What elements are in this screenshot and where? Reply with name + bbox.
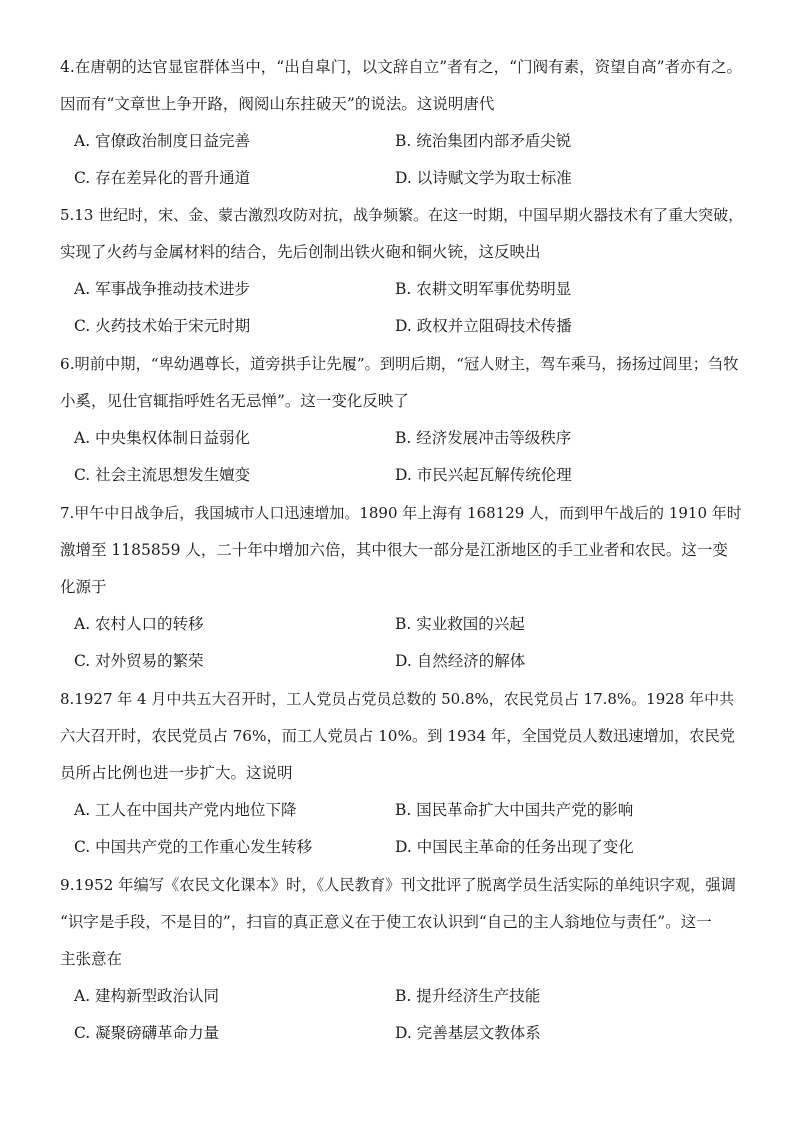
question-5 — [60, 206, 744, 354]
option-b[interactable]: B. 农耕文明军事优势明显 — [395, 280, 572, 298]
option-row — [60, 132, 744, 151]
question-stem-line: 5.13 世纪时，宋、金、蒙古激烈攻防对抗，战争频繁。在这一时期，中国早期火器技术有了重大突破， — [60, 206, 744, 224]
question-stem-line: 激增至 1185859 人，二十年中增加六倍，其中很大一部分是江浙地区的手工业者和农民。这一变 — [60, 541, 728, 559]
option-d[interactable]: D. 自然经济的解体 — [395, 652, 526, 670]
option-row — [60, 169, 744, 188]
option-b[interactable]: B. 统治集团内部矛盾尖锐 — [395, 132, 572, 150]
option-a[interactable]: A. 官僚政治制度日益完善 — [74, 132, 251, 150]
option-d[interactable]: D. 完善基层文教体系 — [395, 1024, 541, 1042]
option-c[interactable]: C. 凝聚磅礴革命力量 — [74, 1024, 220, 1042]
question-9 — [60, 876, 744, 1061]
question-stem-line: 9.1952 年编写《农民文化课本》时，《人民教育》刊文批评了脱离学员生活实际的单纯识字观，强调 — [60, 876, 736, 894]
option-b[interactable]: B. 经济发展冲击等级秩序 — [395, 429, 572, 447]
question-7 — [60, 504, 744, 689]
option-d[interactable]: D. 以诗赋文学为取士标准 — [395, 169, 572, 187]
question-stem-line: 小奚，见仕官辄指呼姓名无忌惮”。这一变化反映了 — [60, 392, 409, 410]
question-stem-line: 7.甲午中日战争后，我国城市人口迅速增加。1890 年上海有 168129 人，而到甲午战后的 1910 年时 — [60, 504, 742, 522]
option-row — [60, 1024, 744, 1043]
option-row — [60, 838, 744, 857]
option-a[interactable]: A. 建构新型政治认同 — [74, 987, 220, 1005]
option-c[interactable]: C. 火药技术始于宋元时期 — [74, 317, 251, 335]
option-d[interactable]: D. 中国民主革命的任务出现了变化 — [395, 838, 634, 856]
question-stem-line: 4.在唐朝的达官显宦群体当中，“出自皐门，以文辞自立”者有之，“门阀有素，资望自高”者亦有之。 — [60, 58, 742, 76]
option-d[interactable]: D. 政权并立阻碍技术传播 — [395, 317, 572, 335]
question-stem-line: 员所占比例也进一步扩大。这说明 — [60, 764, 293, 782]
option-row — [60, 429, 744, 448]
option-row — [60, 987, 744, 1006]
option-c[interactable]: C. 社会主流思想发生嬗变 — [74, 466, 251, 484]
option-row — [60, 466, 744, 485]
option-b[interactable]: B. 实业救国的兴起 — [395, 615, 525, 633]
question-stem-line: 六大召开时，农民党员占 76%，而工人党员占 10%。到 1934 年，全国党员人数迅速增加，农民党 — [60, 727, 735, 745]
option-row — [60, 801, 744, 820]
option-d[interactable]: D. 市民兴起瓦解传统伦理 — [395, 466, 572, 484]
option-row — [60, 615, 744, 634]
option-row — [60, 280, 744, 299]
option-c[interactable]: C. 对外贸易的繁荣 — [74, 652, 204, 670]
option-a[interactable]: A. 中央集权体制日益弱化 — [74, 429, 251, 447]
question-stem-line: 因而有“文章世上争开路，阀阅山东拄破天”的说法。这说明唐代 — [60, 95, 495, 113]
question-6 — [60, 355, 744, 503]
question-4 — [60, 58, 744, 206]
question-stem-line: 6.明前中期，“卑幼遇尊长，道旁拱手让先履”。到明后期，“冠人财主，驾车乘马，扬扬过闾里；刍牧 — [60, 355, 739, 373]
question-8 — [60, 690, 744, 875]
option-row — [60, 317, 744, 336]
question-stem-line: “识字是手段，不是目的”，扫盲的真正意义在于使工农认识到“自己的主人翁地位与责任”。这一 — [60, 913, 712, 931]
option-c[interactable]: C. 存在差异化的晋升通道 — [74, 169, 251, 187]
option-b[interactable]: B. 国民革命扩大中国共产党的影响 — [395, 801, 634, 819]
question-stem-line: 实现了火药与金属材料的结合，先后创制出铁火砲和铜火铳，这反映出 — [60, 243, 541, 261]
option-b[interactable]: B. 提升经济生产技能 — [395, 987, 541, 1005]
option-a[interactable]: A. 军事战争推动技术进步 — [74, 280, 251, 298]
option-row — [60, 652, 744, 671]
question-stem-line: 8.1927 年 4 月中共五大召开时，工人党员占党员总数的 50.8%，农民党员占 17.8%。1928 年中共 — [60, 690, 735, 708]
option-a[interactable]: A. 工人在中国共产党内地位下降 — [74, 801, 297, 819]
question-stem-line: 主张意在 — [60, 950, 123, 968]
option-a[interactable]: A. 农村人口的转移 — [74, 615, 204, 633]
question-stem-line: 化源于 — [60, 578, 107, 596]
option-c[interactable]: C. 中国共产党的工作重心发生转移 — [74, 838, 313, 856]
